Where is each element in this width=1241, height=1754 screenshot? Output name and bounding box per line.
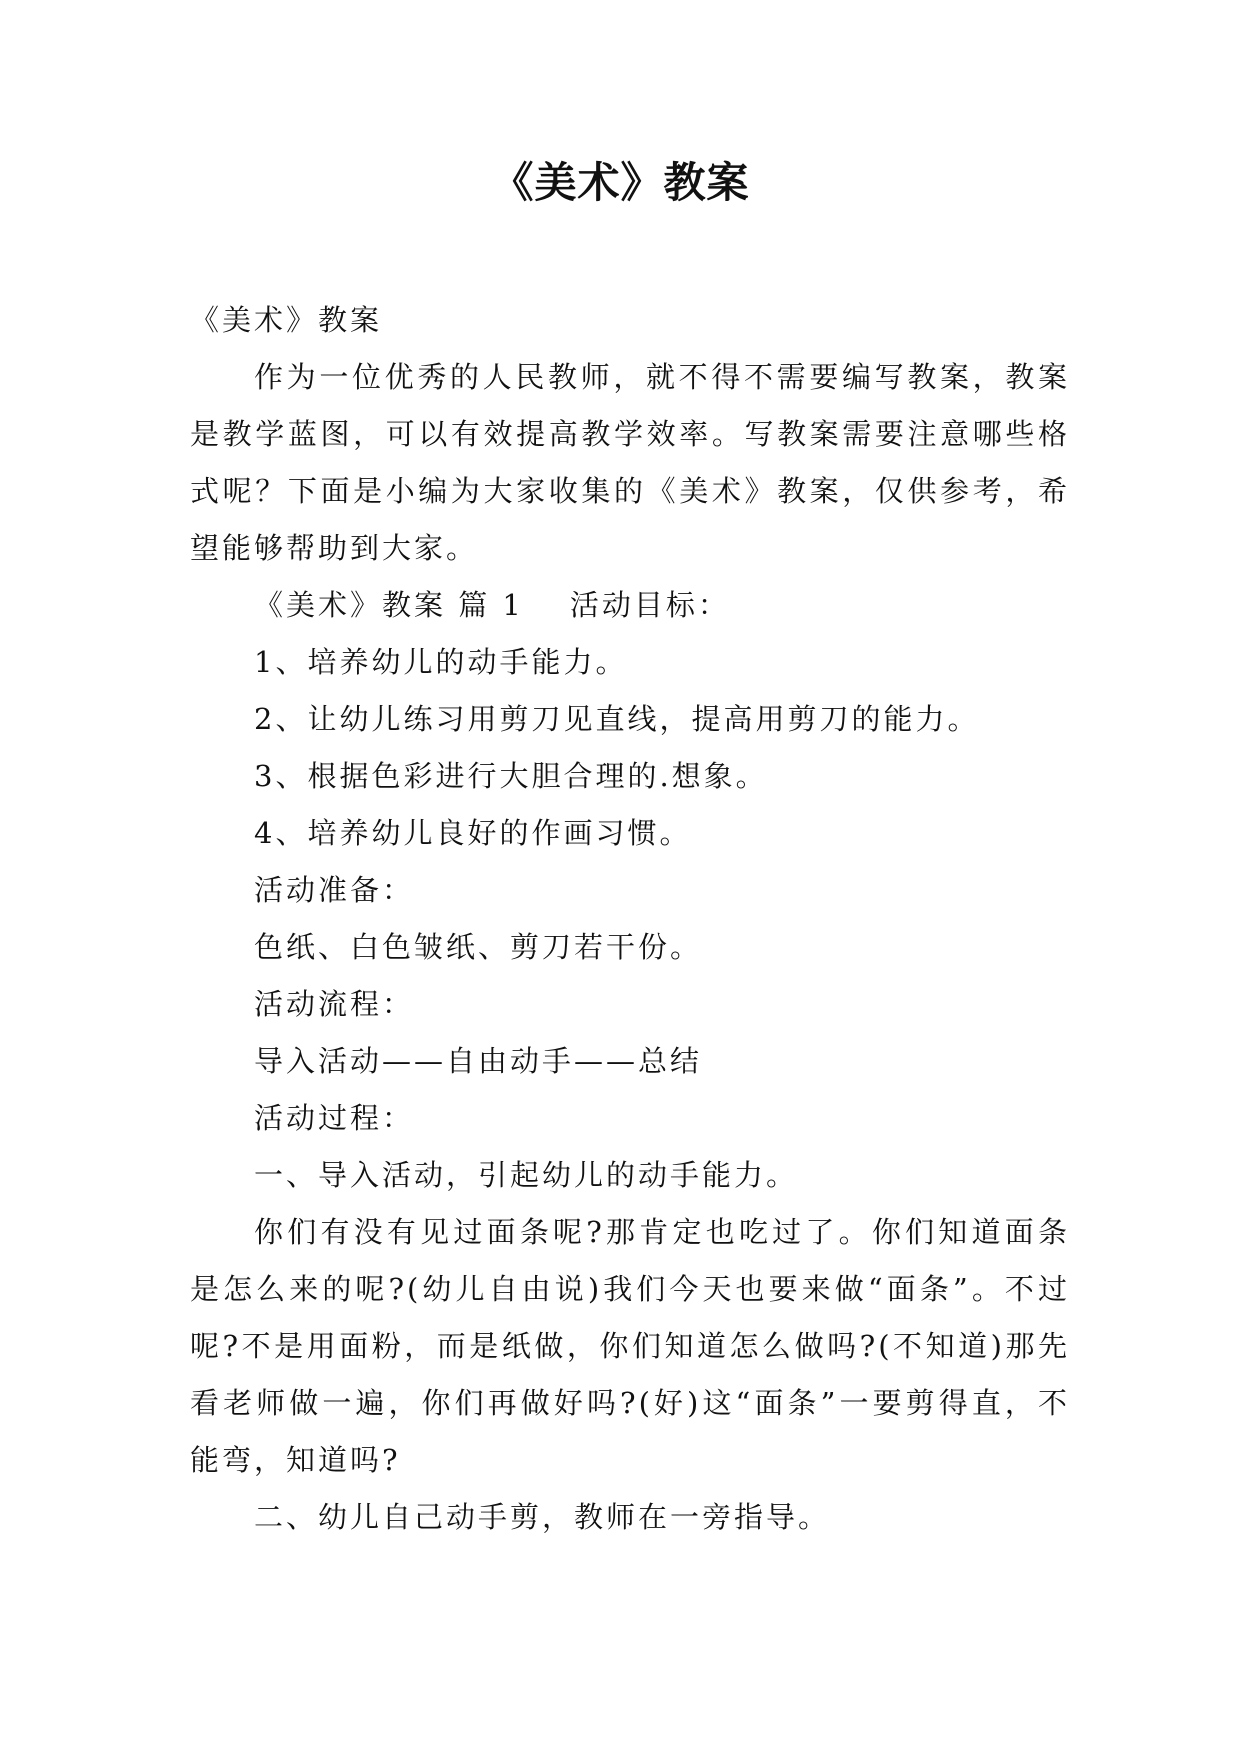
step-one: 一、导入活动，引起幼儿的动手能力。	[254, 1158, 799, 1192]
goal-item-2: 2、让幼儿练习用剪刀见直线，提高用剪刀的能力。	[254, 702, 980, 736]
step-two: 二、幼儿自己动手剪，教师在一旁指导。	[254, 1500, 831, 1534]
prep-text: 色纸、白色皱纸、剪刀若干份。	[254, 930, 703, 964]
goal-item-3: 3、根据色彩进行大胆合理的.想象。	[254, 759, 768, 793]
section-heading: 《美术》教案 篇 1	[254, 588, 524, 622]
section-heading-row	[190, 577, 1070, 634]
intro-paragraph: 作为一位优秀的人民教师，就不得不需要编写教案，教案是教学蓝图，可以有效提高教学效率。写教案需要注意哪些格式呢？下面是小编为大家收集的《美术》教案，仅供参考，希望能够帮助到大家。	[190, 360, 1070, 565]
goal-item-1: 1、培养幼儿的动手能力。	[254, 645, 628, 679]
document-body	[190, 292, 1070, 1546]
process-heading: 活动过程：	[254, 1101, 415, 1135]
goals-heading: 活动目标：	[569, 588, 730, 622]
goal-item-4: 4、培养幼儿良好的作画习惯。	[254, 816, 692, 850]
prep-heading: 活动准备：	[254, 873, 415, 907]
document-subtitle: 《美术》教案	[190, 303, 383, 337]
flow-text: 导入活动——自由动手——总结	[254, 1044, 703, 1078]
flow-heading: 活动流程：	[254, 987, 415, 1021]
document-title: 《美术》教案	[491, 158, 750, 207]
step-one-detail: 你们有没有见过面条呢?那肯定也吃过了。你们知道面条是怎么来的呢?(幼儿自由说)我们今天也要来做“面条”。不过呢?不是用面粉，而是纸做，你们知道怎么做吗?(不知道)那先看老师做一遍，你们再做好吗?(好)这“面条”一要剪得直，不能弯，知道吗?	[190, 1215, 1070, 1477]
